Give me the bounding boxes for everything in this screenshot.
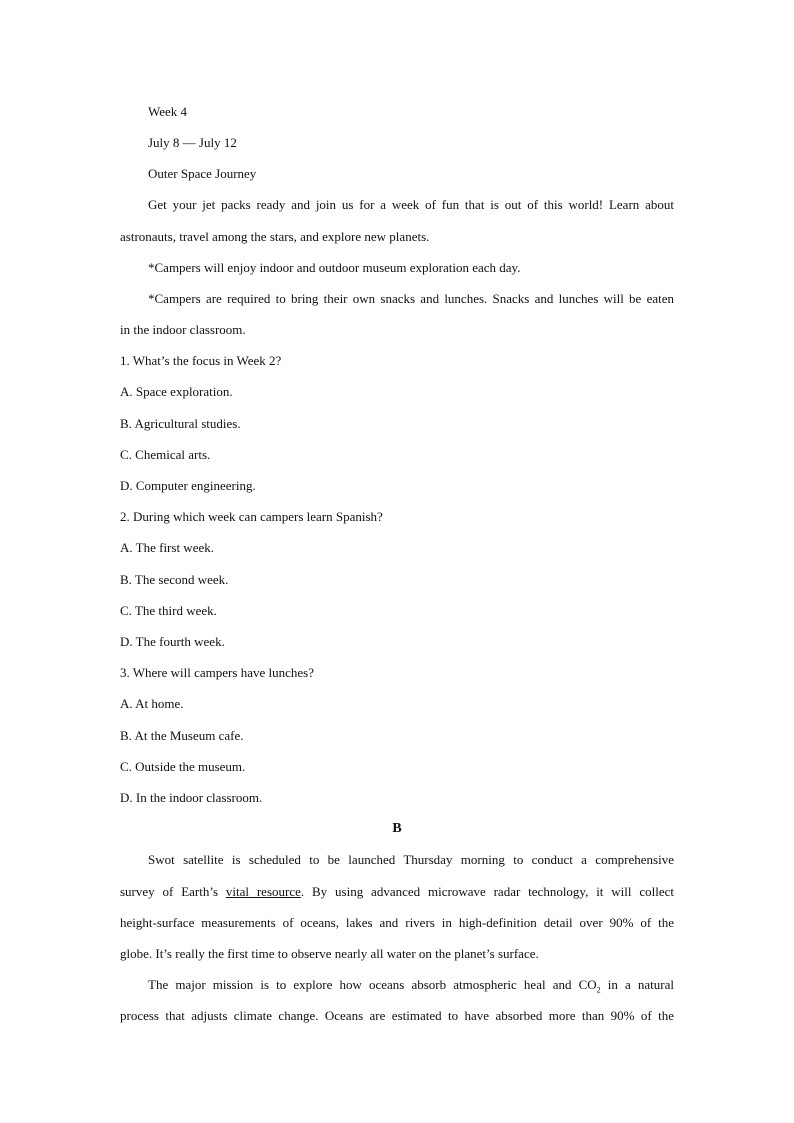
question-3-stem: 3. Where will campers have lunches? — [120, 665, 314, 680]
passage-b-p1-line-3: height-surface measurements of oceans, lakes and rivers in high-definition detail over 90% of the — [120, 915, 674, 930]
question-1-option-c: C. Chemical arts. — [120, 447, 211, 462]
question-2-stem: 2. During which week can campers learn Spanish? — [120, 509, 383, 524]
question-2-option-b: B. The second week. — [120, 572, 229, 587]
question-3-option-b: B. At the Museum cafe. — [120, 728, 244, 743]
passage-b-p1-line-2 — [120, 884, 674, 900]
question-1-option-d: D. Computer engineering. — [120, 478, 256, 493]
passage-b-p1-line-1: Swot satellite is scheduled to be launched Thursday morning to conduct a comprehensive — [148, 852, 674, 867]
passage-b-p1-line-2-pre: survey of Earth’s — [120, 884, 226, 899]
week-description-line-1: Get your jet packs ready and join us for a week of fun that is out of this world! Learn about — [148, 197, 674, 212]
question-1-option-a: A. Space exploration. — [120, 384, 233, 399]
question-3-option-a: A. At home. — [120, 696, 184, 711]
question-1-stem: 1. What’s the focus in Week 2? — [120, 353, 282, 368]
question-2-option-a: A. The first week. — [120, 540, 214, 555]
question-3-option-d: D. In the indoor classroom. — [120, 790, 263, 805]
week-description-line-2: astronauts, travel among the stars, and explore new planets. — [120, 229, 430, 244]
co2-subscript: 2 — [596, 985, 601, 995]
passage-b-p2-line-1-post: in a natural — [600, 977, 674, 992]
passage-b-p2-line-1 — [120, 977, 674, 993]
passage-b-p2-line-2: process that adjusts climate change. Oceans are estimated to have absorbed more than 90% of the — [120, 1008, 674, 1023]
week-dates: July 8 — July 12 — [148, 135, 237, 150]
question-1-option-b: B. Agricultural studies. — [120, 416, 241, 431]
passage-b-p2-line-1-pre: The major mission is to explore how oceans absorb atmospheric heal and CO — [148, 977, 597, 992]
passage-b-p1-line-2-post: . By using advanced microwave radar technology, it will collect — [300, 884, 674, 899]
question-2-option-c: C. The third week. — [120, 603, 217, 618]
vital-resource-underlined: vital resource — [225, 884, 301, 899]
camper-note-2-line-2: in the indoor classroom. — [120, 322, 246, 337]
week-label: Week 4 — [148, 104, 188, 119]
question-3-option-c: C. Outside the museum. — [120, 759, 246, 774]
passage-b-heading: B — [392, 821, 402, 836]
camper-note-1: *Campers will enjoy indoor and outdoor museum exploration each day. — [148, 260, 521, 275]
passage-b-p1-line-4: globe. It’s really the first time to observe nearly all water on the planet’s surface. — [120, 946, 539, 961]
question-2-option-d: D. The fourth week. — [120, 634, 225, 649]
camper-note-2-line-1: *Campers are required to bring their own snacks and lunches. Snacks and lunches will be eaten — [148, 291, 674, 306]
week-title: Outer Space Journey — [148, 166, 257, 181]
